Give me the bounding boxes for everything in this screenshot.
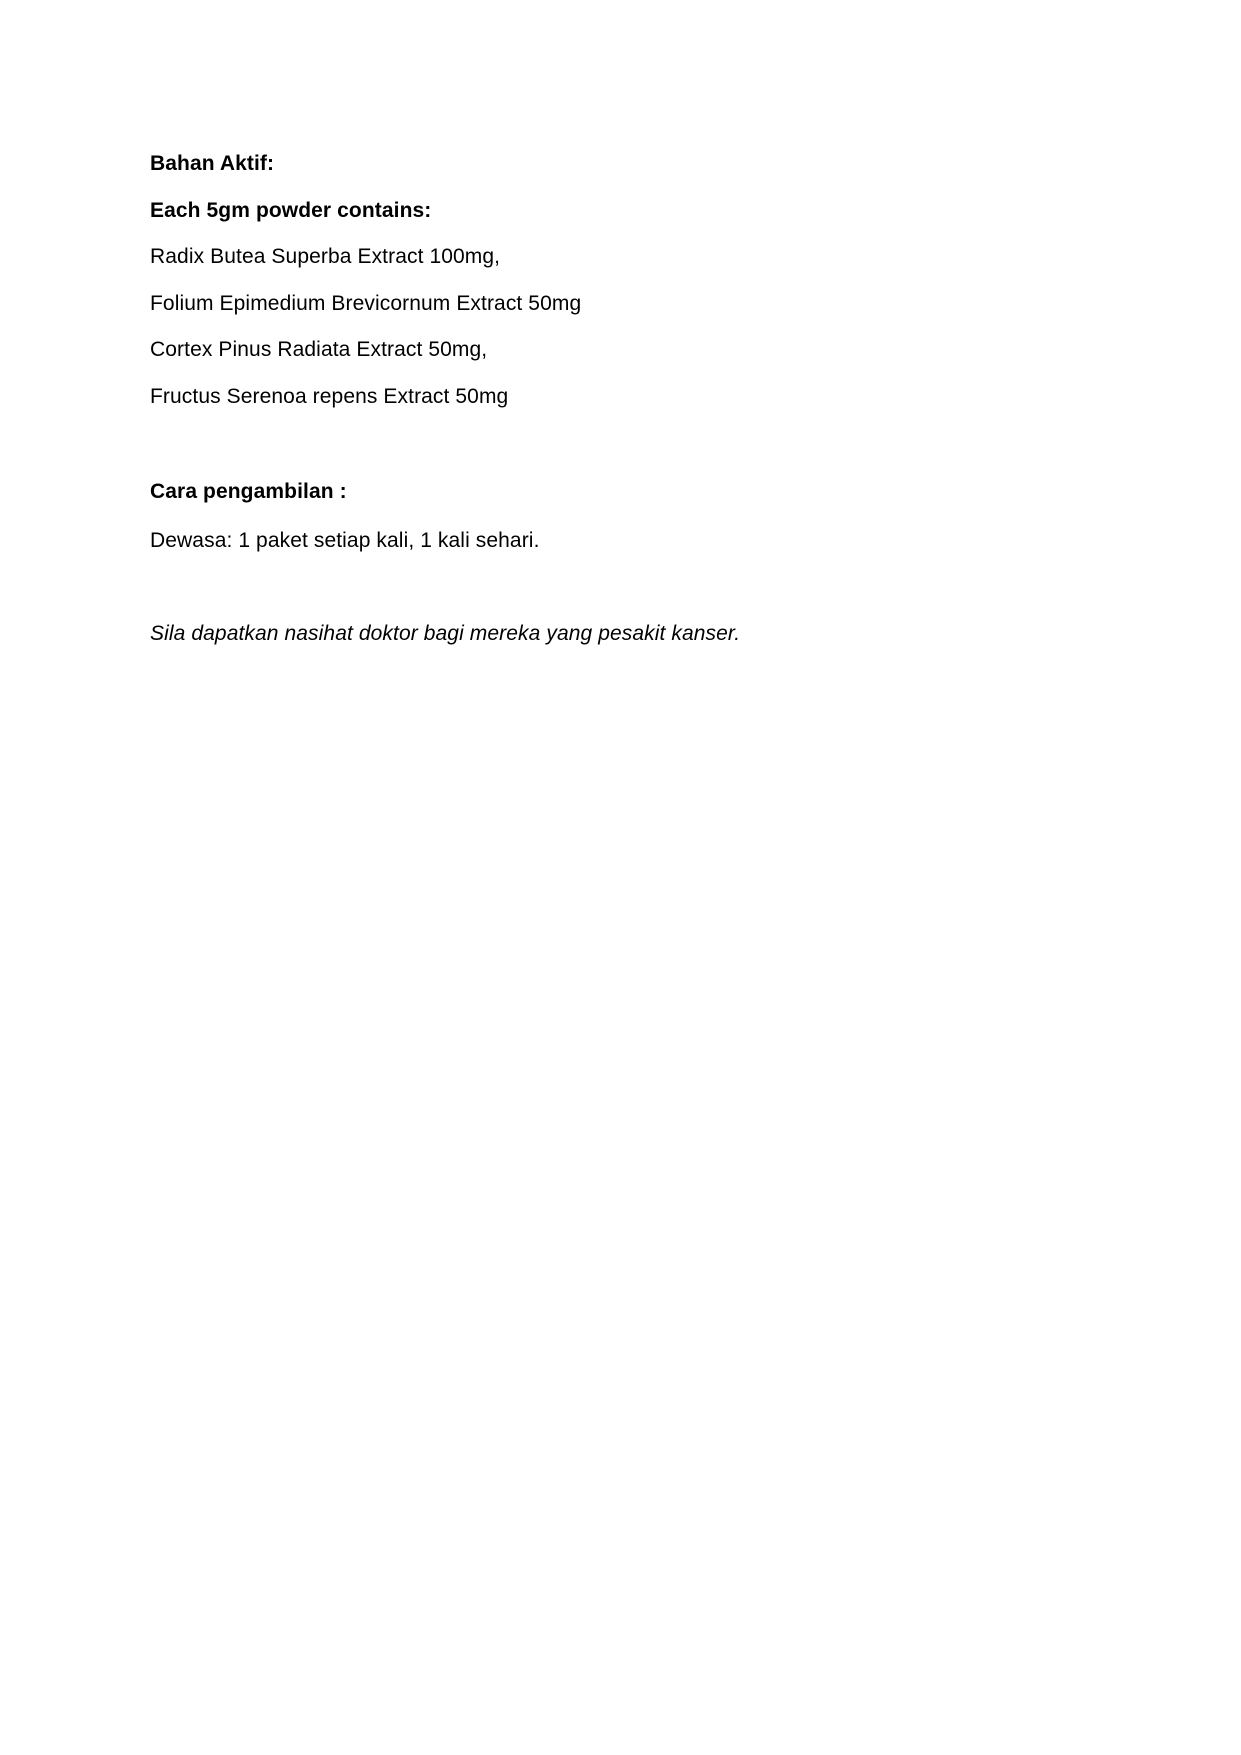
warning-note: Sila dapatkan nasihat doktor bagi mereka yang pesakit kanser. xyxy=(150,622,741,645)
usage-heading: Cara pengambilan : xyxy=(150,480,347,503)
active-ingredients-heading: Bahan Aktif: xyxy=(150,152,275,175)
usage-text: Dewasa: 1 paket setiap kali, 1 kali sehari. xyxy=(150,529,540,552)
ingredient-line: Folium Epimedium Brevicornum Extract 50mg xyxy=(150,292,582,315)
ingredient-line: Cortex Pinus Radiata Extract 50mg, xyxy=(150,338,488,361)
contents-heading: Each 5gm powder contains: xyxy=(150,199,432,222)
ingredient-line: Radix Butea Superba Extract 100mg, xyxy=(150,245,501,268)
ingredient-line: Fructus Serenoa repens Extract 50mg xyxy=(150,385,509,408)
